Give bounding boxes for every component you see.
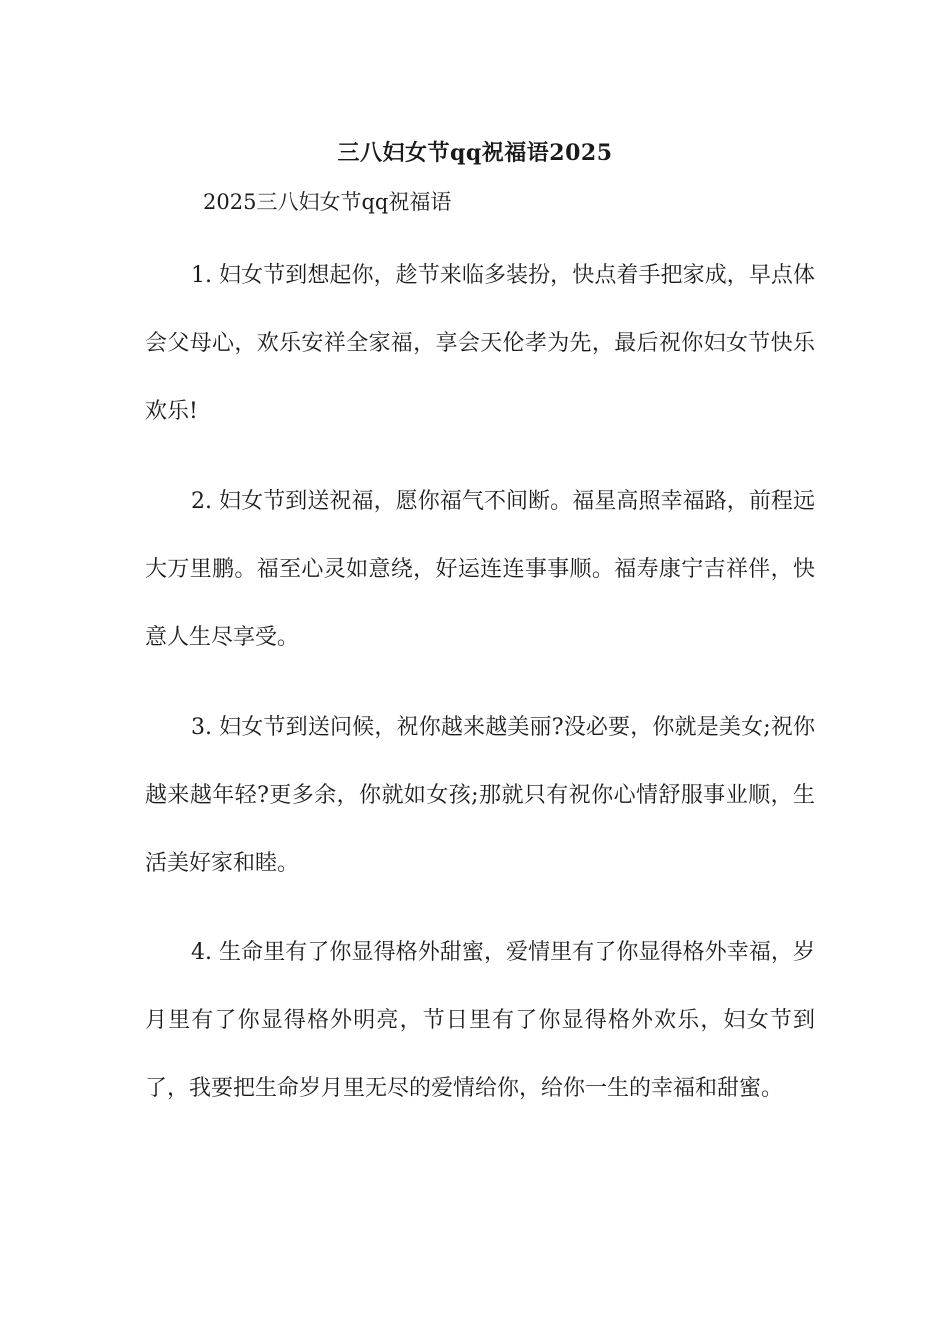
document-title: 三八妇女节qq祝福语2025 xyxy=(337,140,613,166)
paragraph-3: 3. 妇女节到送问候，祝你越来越美丽?没必要，你就是美女;祝你越来越年轻?更多余，你就如女孩;那就只有祝你心情舒服事业顺，生活美好家和睦。 xyxy=(145,715,815,876)
paragraph-4: 4. 生命里有了你显得格外甜蜜，爱情里有了你显得格外幸福，岁月里有了你显得格外明亮，节日里有了你显得格外欢乐，妇女节到了，我要把生命岁月里无尽的爱情给你，给你一生的幸福和甜蜜。 xyxy=(145,940,815,1101)
paragraph-1: 1. 妇女节到想起你，趁节来临多装扮，快点着手把家成，早点体会父母心，欢乐安祥全家福，享会天伦孝为先，最后祝你妇女节快乐欢乐! xyxy=(145,263,815,424)
document-subtitle: 2025三八妇女节qq祝福语 xyxy=(203,190,452,214)
paragraph-2: 2. 妇女节到送祝福，愿你福气不间断。福星高照幸福路，前程远大万里鹏。福至心灵如意绕，好运连连事事顺。福寿康宁吉祥伴，快意人生尽享受。 xyxy=(145,489,815,650)
